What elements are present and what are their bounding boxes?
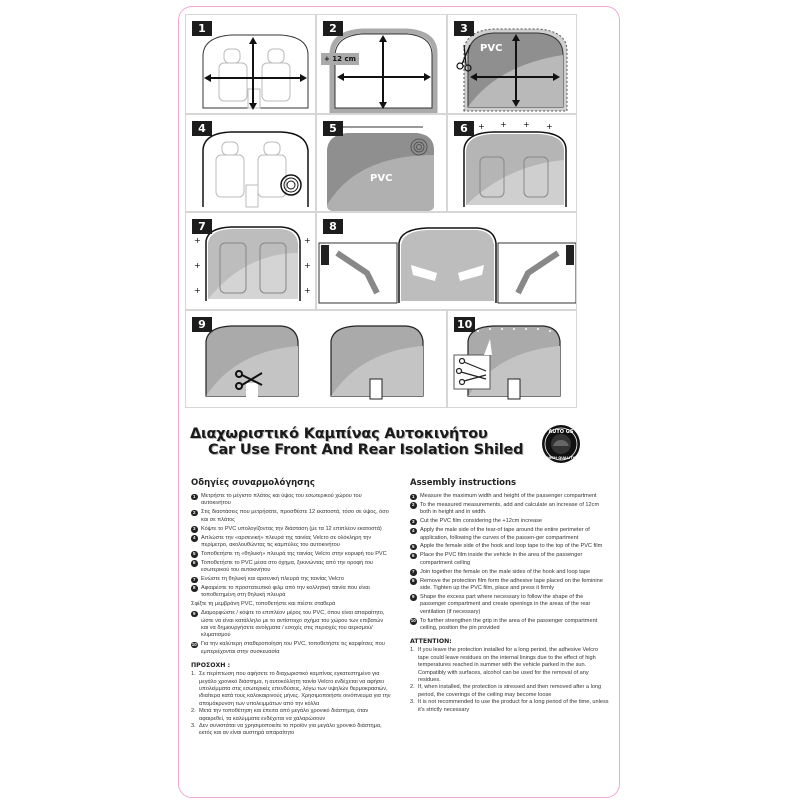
quality-badge-logo: [541, 424, 581, 464]
step-number: 2: [323, 21, 343, 36]
step-text: If you leave the protection installed for a long period, the adhesive Velcro tape could leave residues on the internal linings due to the effect of high temperatures reached in summer with the vehicle parked in the sun. Compatibly with surfaces, alcohol can be used for the removal of any residues.: [418, 647, 599, 684]
step-number: 5: [323, 121, 343, 136]
step-number-bullet: 4: [192, 535, 196, 541]
greek-attention-heading: ΠΡΟΣΟΧΗ :: [191, 662, 231, 670]
step-text: Μετρήστε το μέγιστο πλάτος και ύψος του εσωτερικού χώρου του αυτοκινήτου: [201, 493, 362, 507]
step-text: Remove the protection film form the adhesive tape placed on the feminine side. Tighten up the PVC film, place and press it firmly: [420, 577, 603, 591]
step-number: 4: [192, 121, 212, 136]
instruction-step: [191, 526, 391, 533]
step-number-bullet: 10: [191, 641, 197, 647]
attention-item: [191, 723, 391, 738]
svg-text:+: +: [500, 120, 507, 129]
svg-text:+: +: [478, 122, 485, 131]
instruction-step: [410, 552, 610, 567]
step-text: Για την καλύτερη σταθεροποίηση του PVC, τοποθετήστε τις καρφίτσες που εμπεριέχονται στην συσκευασία: [201, 641, 385, 655]
item-number: 2.: [410, 684, 415, 691]
step-number-bullet: 1: [411, 493, 415, 499]
instruction-step: [191, 560, 391, 575]
panel-7: [185, 212, 316, 310]
step-text: To further strengthen the grip in the area of the passenger compartment ceiling, position the pin provided: [420, 617, 598, 631]
step-number: 8: [323, 219, 343, 234]
item-number: 2.: [191, 708, 196, 715]
step-text: Join together the female on the male sides of the hook and loop tape: [420, 568, 591, 575]
step-text: Διαμορφώστε / κόψτε το επιπλέον μέρος του PVC, όπου είναι απαραίτητο, ώστε να είναι κατάλληλο με το αντίστοιχο σχήμα του χώρου των επιβατών και να δημιουργήσετε ανοίγματα / εσοχές στις περιοχές του αερισμού/κλιματισμού: [201, 610, 385, 639]
step-number-bullet: 6: [192, 560, 196, 566]
step-text: It is not recommended to use the product for a long period of the time, unless it's strictly necessary: [418, 699, 609, 713]
step-text: Σε περίπτωση που αφήσετε το διαχωριστικό καμπίνας εγκατεστημένο για μεγάλο χρονικό διάστημα, η αυτοκόλλητη ταινία Velcro ενδέχεται να αφήσει υπολείμματα στις εσωτερικές επενδύσεις, λόγω των υψηλών θερμοκρασιών, ιδιαίτερα κατά τους καλοκαιρινούς μήνες. Χρησιμοποιήστε οινόπνευμα για την απομάκρυνση των υπολειμμάτων από την κόλλα: [199, 671, 391, 707]
step-text: Στις διαστάσεις που μετρήσατε, προσθέστε 12 εκατοστά, τόσο σε ύψος, όσο και σε πλάτος: [201, 509, 389, 523]
press-tape-diagram: [317, 213, 577, 310]
svg-text:+: +: [304, 286, 311, 295]
attention-item: [191, 671, 391, 708]
panel-8: [316, 212, 577, 310]
step-number-bullet: 5: [192, 551, 196, 557]
step-number: 10: [454, 317, 475, 332]
step-number-bullet: 8: [192, 585, 196, 591]
instruction-step: [191, 535, 391, 550]
instruction-step: [191, 551, 391, 558]
step-text: Απλώστε την «αρσενική» πλευρά της ταινίας Velcro σε ολόκληρη την περίμετρο, ακολουθώντας τις καμπύλες του αυτοκινήτου: [201, 534, 372, 548]
attention-item: [191, 708, 391, 723]
pvc-label: PVC: [480, 43, 503, 54]
step-text: Δεν συνιστάται να χρησιμοποιείτε το προϊόν για μεγάλο χρονικό διάστημα, εκτός και αν είναι αυστηρά απαραίτητο: [199, 722, 382, 737]
step-number-bullet: 2: [192, 509, 196, 515]
svg-text:+: +: [304, 261, 311, 270]
instruction-step: [410, 578, 610, 593]
shape-excess-diagram: [186, 311, 447, 408]
instruction-step: [191, 585, 391, 600]
step-number: 3: [454, 21, 474, 36]
step-text: Κόψτε το PVC υπολογίζοντας την διάσταση (με τα 12 επιπλέον εκατοστά): [201, 525, 382, 532]
greek-heading: Οδηγίες συναρμολόγησης: [191, 478, 315, 488]
svg-text:+: +: [194, 261, 201, 270]
svg-text:+: +: [523, 120, 530, 129]
instruction-step: [191, 576, 391, 583]
badge-top-text: AUTO GS: [548, 429, 574, 435]
attention-item: [410, 647, 610, 684]
step-number-bullet: 5: [411, 543, 415, 549]
step-text: Measure the maximum width and height of the passenger compartment: [420, 493, 597, 499]
instruction-step: [191, 509, 391, 524]
instruction-step: [191, 641, 391, 656]
step-text: Apply the male side of the tear-of tape around the entire perimeter of application, following the curves of the passen-ger compartment: [420, 527, 590, 541]
instruction-step: [410, 502, 610, 517]
panel-2: [316, 14, 447, 114]
instruction-step: [410, 618, 610, 633]
item-number: 1.: [191, 671, 196, 678]
step-number-bullet: 3: [192, 526, 196, 532]
margin-label: + 12 cm: [321, 53, 359, 65]
svg-text:+: +: [194, 286, 201, 295]
attention-item: [410, 684, 610, 699]
svg-text:+: +: [546, 122, 553, 131]
panel-10: [447, 310, 577, 408]
fastener-points-icon: [478, 120, 553, 131]
english-attention-heading: ATTENTION:: [410, 638, 452, 646]
svg-text:+: +: [194, 236, 201, 245]
panel-6: [447, 114, 577, 212]
step-text: Μετά την τοποθέτηση και έπειτα από μεγάλο χρονικό διάστημα, όταν αφαιρεθεί, τα καλύμματα ενδέχεται να χαλαρώσουν: [199, 708, 369, 722]
panel-4: [185, 114, 316, 212]
item-number: 1.: [410, 647, 415, 654]
instruction-step: [410, 543, 610, 550]
step-number-bullet: 2: [411, 502, 415, 508]
instruction-step: [410, 527, 610, 542]
step-number-bullet: 7: [192, 576, 196, 582]
attention-item: [410, 699, 610, 714]
step-text: Τοποθετήστε τη «θηλυκή» πλευρά της ταινίας Velcro στην κορυφή του PVC: [201, 550, 387, 557]
step-number-bullet: 10: [410, 618, 416, 624]
step-number-bullet: 4: [411, 527, 415, 533]
instruction-step: [191, 493, 391, 508]
svg-text:+: +: [304, 236, 311, 245]
instruction-step: [410, 493, 610, 500]
instruction-step: [191, 610, 391, 640]
step-number-bullet: 9: [192, 610, 196, 616]
step-number: 9: [192, 317, 212, 332]
product-title: [190, 426, 530, 458]
step-number-bullet: 9: [411, 594, 415, 600]
panel-3: [447, 14, 577, 114]
item-number: 3.: [410, 699, 415, 706]
greek-instructions: [191, 478, 391, 738]
step-number-bullet: 3: [411, 518, 415, 524]
title-english: Car Use Front And Rear Isolation Shiled: [208, 442, 524, 458]
step-text: Place the PVC film inside the vehicle in the area of the passenger compartment ceiling: [420, 552, 583, 566]
step-number: 1: [192, 21, 212, 36]
step-number-bullet: 1: [192, 493, 196, 499]
english-heading: Assembly instructions: [410, 478, 517, 488]
badge-bottom-text: HIGH QUALITY: [546, 456, 576, 460]
item-number: 3.: [191, 722, 196, 729]
step-number: 7: [192, 219, 212, 234]
step-text: Ενώστε τη θηλυκή και αρσενική πλευρά της ταινίας Velcro: [201, 576, 344, 583]
step-text: Apple the female side of the hook and loop tape to the top of the PVC film: [420, 543, 603, 550]
step-text: Τοποθετήστε το PVC μέσα στο όχημα, ξεκινώντας από την οροφή του εσωτερικού του αυτοκινήτου: [201, 559, 374, 574]
step-text: Shape the excess part where necessary to follow the shape of the passenger compartment and create openings in the areas of the rear ventilation (if necessary): [420, 593, 591, 615]
title-greek: Διαχωριστικό Καμπίνας Αυτοκινήτου: [190, 426, 488, 442]
step-text: If, when installed, the protection is stressed and then removed after a long period, the coverings of the ceiling may become loose: [418, 684, 602, 698]
diagram-grid: [185, 14, 577, 408]
instruction-step: [410, 569, 610, 576]
instruction-step: [410, 518, 610, 525]
pvc-label: PVC: [370, 173, 393, 184]
step-text: Αφαιρέστε το προστατευτικό φιλμ από την κολλητική ταινία που είναι τοποθετημένη στη θηλυκή πλευρά: [201, 584, 370, 599]
step-number-bullet: 6: [411, 552, 415, 558]
step-number-bullet: 7: [411, 569, 415, 575]
panel-9: [185, 310, 447, 408]
step-text: To the measured measurements, add and calculate an increase of 12cm both in height and in width.: [420, 501, 600, 516]
panel-1: [185, 14, 316, 114]
step-number: 6: [454, 121, 474, 136]
instruction-step: [410, 594, 610, 616]
panel-5: [316, 114, 447, 212]
greek-note: Σφίξτε τη μεμβράνη PVC, τοποθετήστε και πιέστε σταθερά: [191, 601, 336, 608]
step-text: Cut the PVC film considering the +12cm increase: [420, 518, 543, 525]
step-number-bullet: 8: [411, 578, 415, 584]
english-instructions: [410, 478, 610, 714]
